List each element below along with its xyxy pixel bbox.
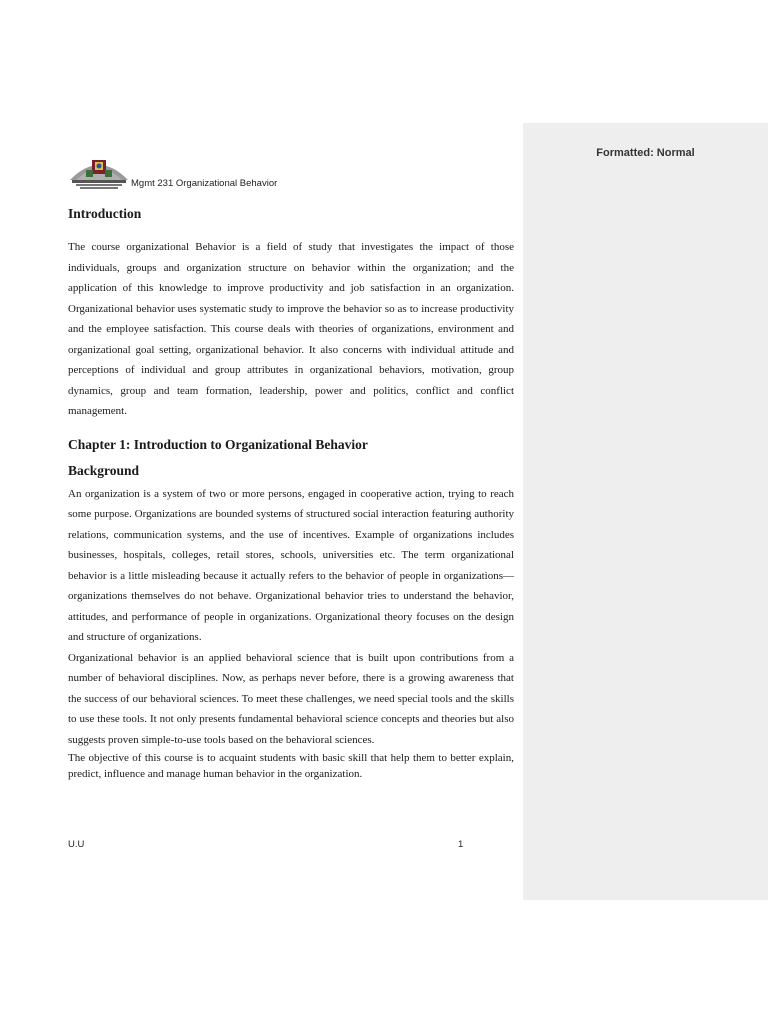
background-heading: Background: [68, 462, 140, 478]
document-body: [68, 205, 514, 782]
chapter-heading: Chapter 1: Introduction to Organizational Behavior: [68, 436, 368, 452]
background-paragraph-1: An organization is a system of two or more persons, engaged in cooperative action, trying to reach some purpose. Organizations are bounded systems of structured social interaction featuring authority relations, communication systems, and the use of incentives. Example of organizations includes businesses, hospitals, colleges, retail stores, schools, universities etc. The term organizational behavior is a little misleading because it actually refers to the behavior of people in organizations—organizations themselves do not behave. Organizational behavior tries to understand the behavior, attitudes, and performance of people in organizations. Organizational theory focuses on the design and structure of organizations.: [68, 487, 514, 643]
page-number: 1: [458, 839, 464, 850]
introduction-heading: Introduction: [68, 206, 142, 221]
course-title: Mgmt 231 Organizational Behavior: [131, 178, 278, 189]
footer-label: U.U: [68, 839, 85, 850]
introduction-paragraph: The course organizational Behavior is a field of study that investigates the impact of those individuals, groups and organization structure on behavior within the organization; and the application of this knowledge to improve productivity and job satisfaction in an organization. Organizational behavior uses systematic study to improve the behavior so as to increase productivity and the employee satisfaction. This course deals with theories of organizations, environment and organizational goal setting, organizational behavior. It also concerns with individual attitude and perceptions of individual and group attributes in organizational behaviors, motivation, group dynamics, group and team formation, leadership, power and politics, conflict and conflict management.: [68, 241, 514, 417]
comment-pane: [523, 123, 768, 900]
page-header: [68, 156, 277, 190]
university-emblem-icon: [68, 156, 130, 190]
comment-pane-label: Formatted: Normal: [596, 147, 695, 159]
background-paragraph-3: The objective of this course is to acquaint students with basic skill that help them to better explain, predict, influence and manage human behavior in the organization.: [68, 752, 514, 780]
background-paragraph-2: Organizational behavior is an applied behavioral science that is built upon contributions from a number of behavioral disciplines. Now, as perhaps never before, there is a growing awareness that the success of our behavioral sciences. To meet these challenges, we need special tools and the skills to use these tools. It not only presents fundamental behavioral science concepts and theories but also suggests proven simple-to-use tools based on the behavioral sciences.: [68, 651, 514, 746]
